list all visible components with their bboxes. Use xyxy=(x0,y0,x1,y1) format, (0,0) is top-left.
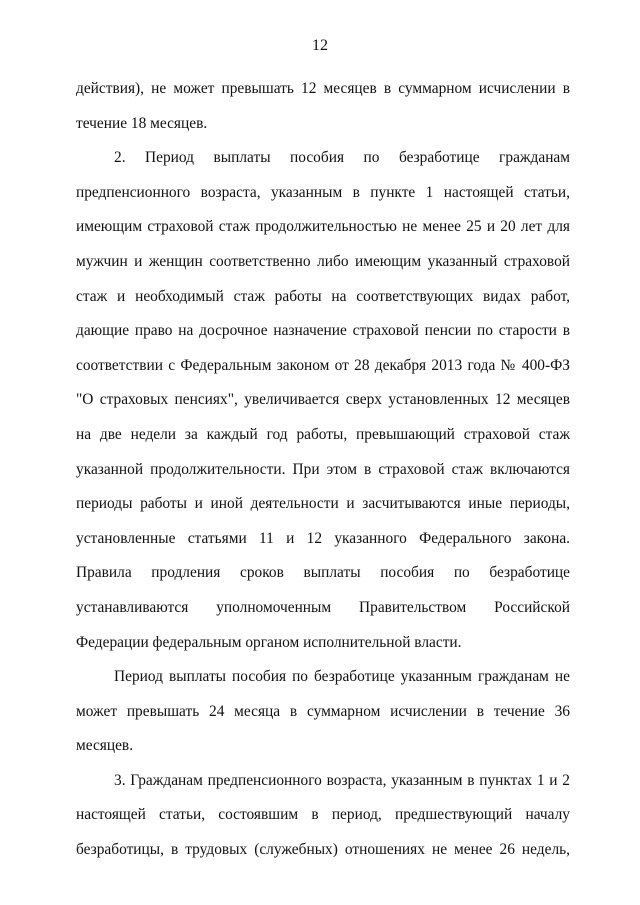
paragraph-period-limit: Период выплаты пособия по безработице указанным гражданам не может превышать 24 месяца в суммарном исчислении в течение 36 месяцев. xyxy=(76,668,570,755)
paragraph-item-3: 3. Гражданам предпенсионного возраста, указанным в пунктах 1 и 2 настоящей статьи, состоявшим в период, предшествующий началу безработицы, в трудовых (служебных) отношениях не менее 26 недель, xyxy=(76,771,570,859)
page-number: 12 xyxy=(312,37,328,54)
document-body xyxy=(76,72,570,868)
paragraph-continuation: действия), не может превышать 12 месяцев в суммарном исчислении в течение 18 месяцев. xyxy=(76,80,570,132)
paragraph-item-2: 2. Период выплаты пособия по безработице гражданам предпенсионного возраста, указанным в пункте 1 настоящей статьи, имеющим страховой стаж продолжительностью не менее 25 и 20 лет для мужчин и женщин соответственно либо имеющим указанный страховой стаж и необходимый стаж работы на соответствующих видах работ, дающие право на досрочное назначение страховой пенсии по старости в соответствии с Федеральным законом от 28 декабря 2013 года № 400-ФЗ "О страховых пенсиях", увеличивается сверх установленных 12 месяцев на две недели за каждый год работы, превышающий страховой стаж указанной продолжительности. При этом в страховой стаж включаются периоды работы и иной деятельности и засчитываются иные периоды, установленные статьями 11 и 12 указанного Федерального закона. Правила продления сроков выплаты пособия по безработице устанавливаются уполномоченным Правительством Российской Федерации федеральным органом исполнительной власти. xyxy=(76,149,570,651)
